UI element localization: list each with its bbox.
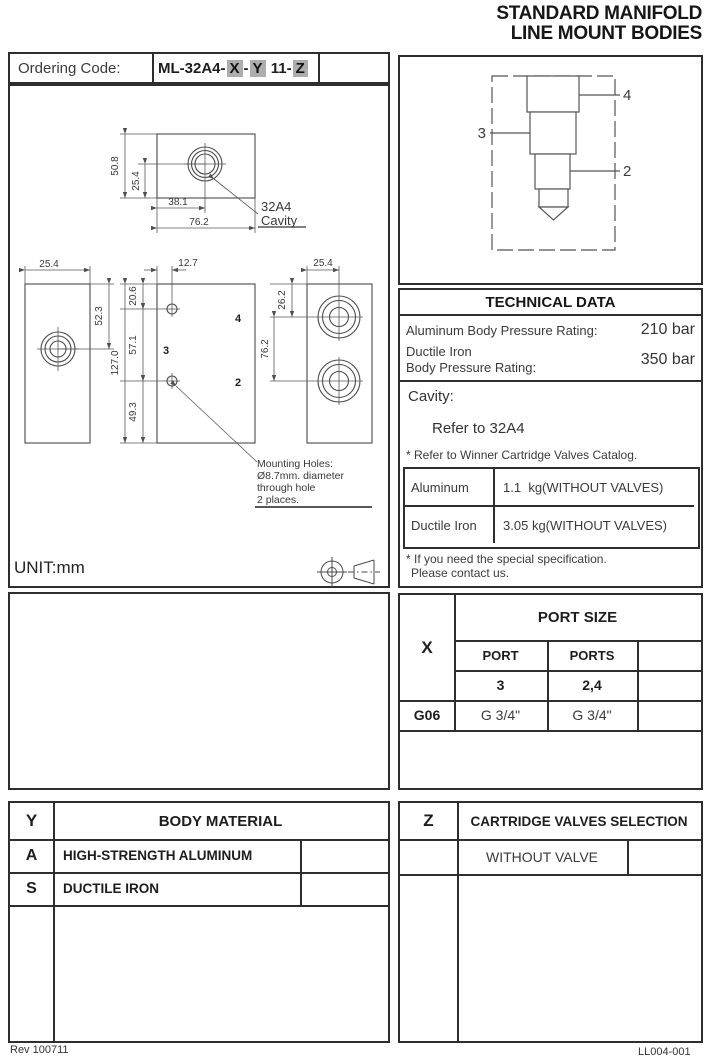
grid-line <box>400 730 701 732</box>
pressure-label-aluminum: Aluminum Body Pressure Rating: <box>406 322 598 338</box>
port-table-title: PORT SIZE <box>537 609 618 626</box>
pressure-label-ductile-1: Ductile Iron <box>406 344 472 359</box>
dim-76-2-top: 76.2 <box>189 217 209 228</box>
technical-drawing-box <box>8 84 390 588</box>
mounting-note-line1: Mounting Holes: <box>257 458 333 470</box>
weight-value-row-1 <box>503 507 667 543</box>
footer-revision: Rev 100711 <box>10 1044 69 1056</box>
cavity-note: * Refer to Winner Cartridge Valves Catalog. <box>406 448 638 462</box>
dim-52-3: 52.3 <box>94 306 105 326</box>
empty-panel <box>8 592 390 790</box>
body-table-key: Y <box>25 811 38 830</box>
body-material-table <box>8 801 390 1043</box>
grid-line <box>627 839 629 874</box>
cavity-leader-line2: Cavity <box>261 213 298 228</box>
mounting-note-line3: through hole <box>257 482 316 494</box>
special-spec-note-line2: Please contact us. <box>411 566 510 580</box>
body-table-row-1-code: S <box>26 879 37 897</box>
dim-12-7: 12.7 <box>178 258 198 269</box>
pressure-value-ductile: 350 bar <box>640 351 695 368</box>
mounting-note <box>257 458 344 506</box>
port-size-table <box>398 593 703 790</box>
cavity-schematic-box <box>398 55 703 285</box>
weight-unit-0: kg(WITHOUT VALVES) <box>528 479 664 495</box>
cartridge-valves-table <box>398 801 703 1043</box>
drawing-dimension-labels <box>39 156 333 422</box>
pressure-row-aluminum <box>406 318 695 342</box>
z-table-row-label: WITHOUT VALVE <box>485 848 598 865</box>
ordering-code-box <box>8 52 390 84</box>
grid-line <box>637 640 639 730</box>
weight-value-1: 3.05 <box>503 517 529 533</box>
ordering-code-prefix: ML-32A4- <box>158 59 226 77</box>
pressure-label-ductile-2: Body Pressure Rating: <box>406 360 537 375</box>
port-table-sub-24: 2,4 <box>582 677 602 693</box>
grid-line <box>400 874 701 876</box>
body-table-title: BODY MATERIAL <box>158 812 283 830</box>
cavity-port-3: 3 <box>477 125 486 142</box>
body-table-row-1-label: DUCTILE IRON <box>63 881 159 896</box>
unit-label: UNIT:mm <box>14 558 85 577</box>
weight-value-row-0 <box>503 469 663 505</box>
ordering-token-z: Z <box>293 60 308 77</box>
grid-line <box>493 469 495 543</box>
port-table-col-port: PORT <box>482 647 519 663</box>
z-table-key: Z <box>423 811 434 830</box>
cavity-port-4: 4 <box>623 87 632 104</box>
cavity-shapes <box>490 76 620 250</box>
page-title <box>496 4 702 44</box>
port-table-sub-3: 3 <box>496 677 505 693</box>
pressure-row-ductile <box>406 342 695 378</box>
port-label-2: 2 <box>234 377 242 389</box>
dim-38-1: 38.1 <box>168 197 188 208</box>
ordering-token-x: X <box>227 60 243 77</box>
cavity-port-2: 2 <box>623 163 632 180</box>
dim-25-4-right: 25.4 <box>313 258 333 269</box>
cavity-schematic <box>400 57 701 283</box>
technical-data-header: TECHNICAL DATA <box>400 290 701 316</box>
z-table-title: CARTRIDGE VALVES SELECTION <box>470 813 688 829</box>
grid-line <box>318 54 320 82</box>
ordering-token-y: Y <box>250 60 266 77</box>
port-table-x-header: X <box>421 637 433 657</box>
weight-material-1: Ductile Iron <box>411 517 477 533</box>
dim-50-8: 50.8 <box>110 156 121 176</box>
pressure-value-aluminum: 210 bar <box>640 321 695 338</box>
dim-25-4-top: 25.4 <box>131 171 142 191</box>
port-label-3: 3 <box>162 345 170 357</box>
special-spec-note <box>406 552 607 580</box>
cavity-value: Refer to 32A4 <box>432 420 525 437</box>
technical-drawing <box>10 86 388 586</box>
dim-25-4-left: 25.4 <box>39 259 59 270</box>
ordering-code-label: Ordering Code: <box>18 59 121 77</box>
projection-symbol-icon <box>317 557 380 587</box>
ordering-code-value <box>158 54 309 82</box>
weight-material-0: Aluminum <box>411 479 469 495</box>
drawing-shapes <box>25 134 372 443</box>
page-title-line2: LINE MOUNT BODIES <box>510 23 702 44</box>
ordering-sep: - <box>243 59 249 77</box>
grid-line <box>152 54 154 82</box>
cavity-label: Cavity: <box>408 388 454 405</box>
weight-unit-1: kg(WITHOUT VALVES) <box>531 517 668 533</box>
weight-value-0: 1.1 <box>503 479 522 495</box>
cavity-leader-line1: 32A4 <box>261 199 292 214</box>
port-table-row-v2: G 3/4" <box>572 707 612 723</box>
weight-table <box>403 467 700 549</box>
dim-127-0: 127.0 <box>110 350 121 376</box>
port-table-row-v1: G 3/4" <box>480 707 521 723</box>
dim-20-6: 20.6 <box>128 286 139 306</box>
mounting-note-line4: 2 places. <box>257 494 300 506</box>
technical-data-box <box>398 288 703 588</box>
dim-76-2-right: 76.2 <box>260 339 271 359</box>
mounting-note-line2: Ø8.7mm. diameter <box>257 470 344 482</box>
drawing-dimension-lines <box>25 134 372 507</box>
footer-doc-number: LL004-001 <box>638 1046 691 1058</box>
dim-57-1: 57.1 <box>128 335 139 355</box>
dim-26-2: 26.2 <box>277 290 288 310</box>
body-table-row-0-label: HIGH-STRENGTH ALUMINUM <box>63 848 253 863</box>
port-label-4: 4 <box>234 313 242 325</box>
port-table-col-ports: PORTS <box>569 647 615 663</box>
grid-line <box>400 380 701 382</box>
dim-49-3: 49.3 <box>128 402 139 422</box>
ordering-mid: 11- <box>266 59 292 77</box>
port-table-row-code: G06 <box>413 707 441 723</box>
page-title-line1: STANDARD MANIFOLD <box>496 3 702 24</box>
body-table-row-0-code: A <box>25 846 38 864</box>
grid-line <box>10 905 388 907</box>
special-spec-note-line1: * If you need the special specification. <box>406 552 607 566</box>
